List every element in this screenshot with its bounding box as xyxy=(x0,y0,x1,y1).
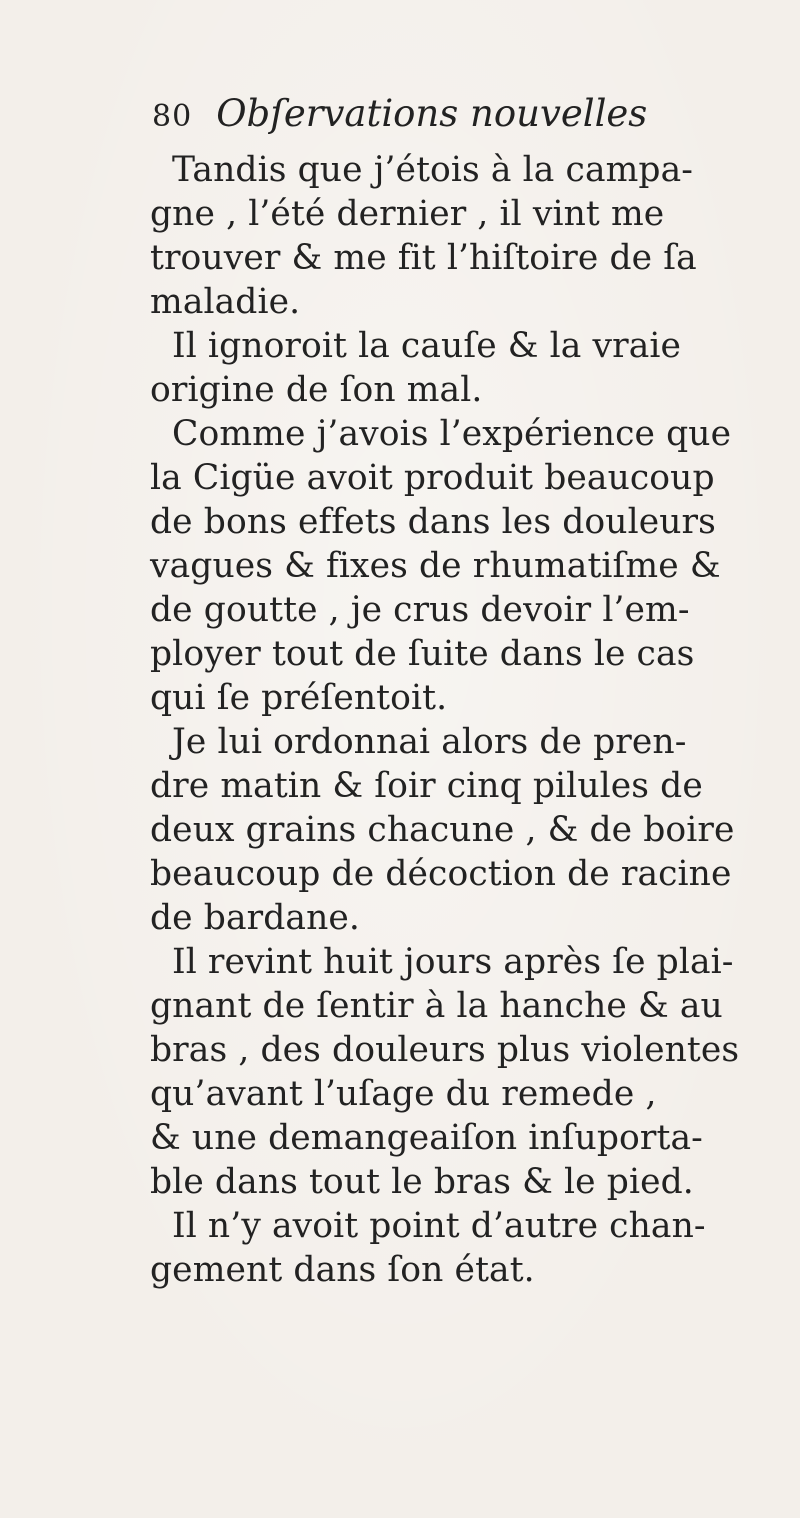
text-line: deux grains chacune , & de boire xyxy=(150,810,735,850)
text-line: Il revint huit jours après ſe plai- xyxy=(172,942,734,982)
page-header xyxy=(152,92,647,142)
text-line: Il n’y avoit point d’autre chan- xyxy=(172,1206,706,1246)
text-line: de bons effets dans les douleurs xyxy=(150,502,716,542)
text-line: de bardane. xyxy=(150,898,360,938)
text-line: vagues & fixes de rhumatiſme & xyxy=(150,546,721,586)
text-line: la Cigüe avoit produit beaucoup xyxy=(150,458,715,498)
text-line: beaucoup de décoction de racine xyxy=(150,854,732,894)
text-line: qu’avant l’uſage du remede , xyxy=(150,1074,657,1114)
text-line: dre matin & ſoir cinq pilules de xyxy=(150,766,703,806)
text-line: de goutte , je crus devoir l’em- xyxy=(150,590,690,630)
text-line: bras , des douleurs plus violentes xyxy=(150,1030,740,1070)
text-line: ployer tout de ſuite dans le cas xyxy=(150,634,695,674)
page-number: 80 xyxy=(152,99,193,134)
text-line: origine de ſon mal. xyxy=(150,370,483,410)
text-line: Comme j’avois l’expérience que xyxy=(172,414,732,454)
text-line: & une demangeaiſon inſuporta- xyxy=(150,1118,703,1158)
text-line: Il ignoroit la cauſe & la vraie xyxy=(172,326,682,366)
text-line: maladie. xyxy=(150,282,301,322)
text-line: Je lui ordonnai alors de pren- xyxy=(172,722,687,762)
text-line: gnant de ſentir à la hanche & au xyxy=(150,986,723,1026)
running-title: Obſervations nouvelles xyxy=(216,92,648,135)
text-line: ble dans tout le bras & le pied. xyxy=(150,1162,694,1202)
text-line: gne , l’été dernier , il vint me xyxy=(150,194,665,234)
text-line: qui ſe préſentoit. xyxy=(150,678,448,718)
text-line: trouver & me fit l’hiſtoire de ſa xyxy=(150,238,697,278)
text-line: gement dans ſon état. xyxy=(150,1250,535,1290)
text-line: Tandis que j’étois à la campa- xyxy=(172,150,694,190)
